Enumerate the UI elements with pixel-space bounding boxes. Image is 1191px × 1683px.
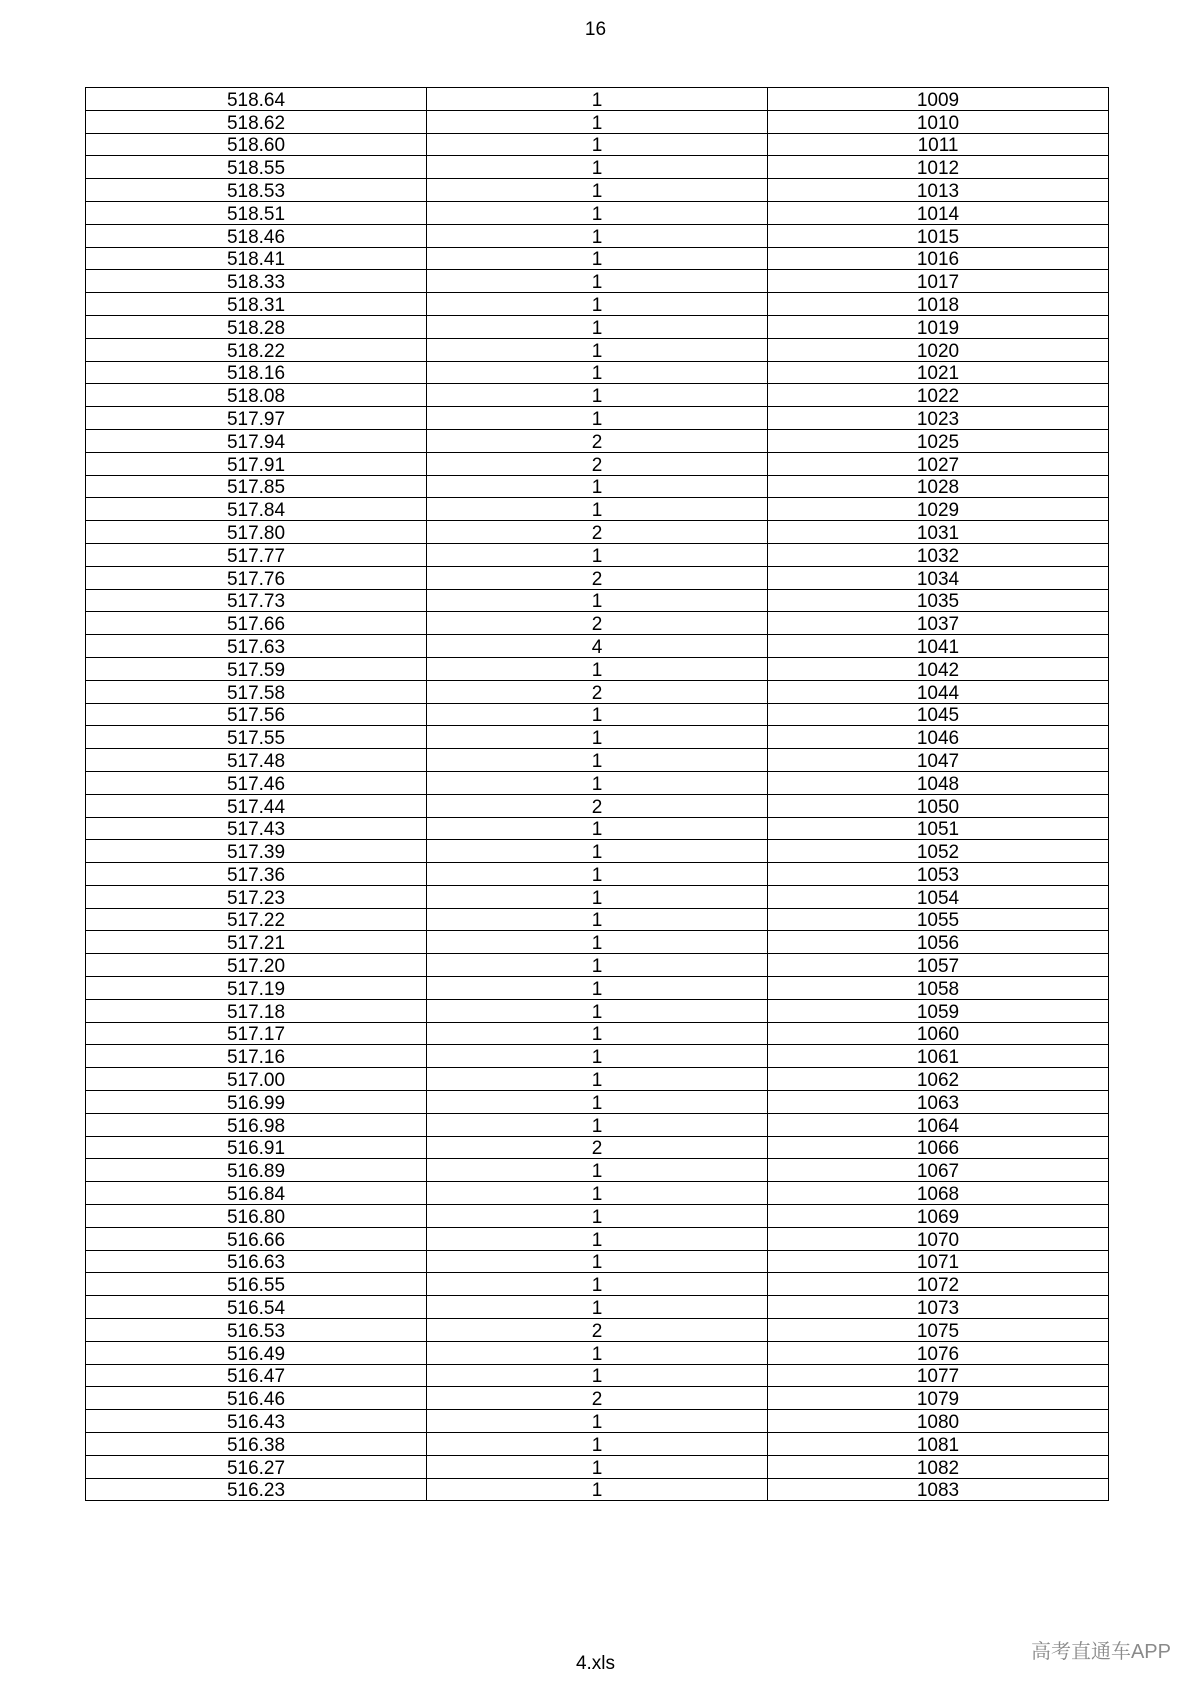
score-cell: 518.16 — [86, 361, 427, 384]
cumulative-cell: 1012 — [768, 156, 1109, 179]
table-row — [86, 1045, 1109, 1068]
table-row — [86, 680, 1109, 703]
count-cell: 1 — [427, 1227, 768, 1250]
cumulative-cell: 1011 — [768, 133, 1109, 156]
score-cell: 518.46 — [86, 224, 427, 247]
cumulative-cell: 1047 — [768, 749, 1109, 772]
count-cell: 1 — [427, 1364, 768, 1387]
count-cell: 1 — [427, 475, 768, 498]
cumulative-cell: 1052 — [768, 840, 1109, 863]
score-cell: 517.19 — [86, 977, 427, 1000]
cumulative-cell: 1021 — [768, 361, 1109, 384]
score-cell: 517.85 — [86, 475, 427, 498]
count-cell: 1 — [427, 908, 768, 931]
cumulative-cell: 1029 — [768, 498, 1109, 521]
cumulative-cell: 1079 — [768, 1387, 1109, 1410]
table-row — [86, 612, 1109, 635]
cumulative-cell: 1027 — [768, 452, 1109, 475]
table-row — [86, 179, 1109, 202]
table-row — [86, 429, 1109, 452]
score-cell: 518.60 — [86, 133, 427, 156]
score-cell: 517.66 — [86, 612, 427, 635]
count-cell: 2 — [427, 1319, 768, 1342]
count-cell: 1 — [427, 1250, 768, 1273]
cumulative-cell: 1056 — [768, 931, 1109, 954]
score-cell: 516.49 — [86, 1341, 427, 1364]
table-row — [86, 657, 1109, 680]
table-row — [86, 635, 1109, 658]
score-cell: 517.16 — [86, 1045, 427, 1068]
table-row — [86, 475, 1109, 498]
count-cell: 1 — [427, 1022, 768, 1045]
table-row — [86, 1387, 1109, 1410]
count-cell: 1 — [427, 726, 768, 749]
table-row — [86, 1410, 1109, 1433]
cumulative-cell: 1080 — [768, 1410, 1109, 1433]
score-cell: 517.63 — [86, 635, 427, 658]
score-cell: 518.41 — [86, 247, 427, 270]
cumulative-cell: 1031 — [768, 521, 1109, 544]
score-cell: 516.91 — [86, 1136, 427, 1159]
table-row — [86, 589, 1109, 612]
score-cell: 516.55 — [86, 1273, 427, 1296]
table-row — [86, 1113, 1109, 1136]
cumulative-cell: 1073 — [768, 1296, 1109, 1319]
cumulative-cell: 1022 — [768, 384, 1109, 407]
score-cell: 516.27 — [86, 1455, 427, 1478]
score-table-body — [86, 88, 1109, 1501]
count-cell: 2 — [427, 1387, 768, 1410]
score-cell: 517.48 — [86, 749, 427, 772]
cumulative-cell: 1068 — [768, 1182, 1109, 1205]
table-row — [86, 452, 1109, 475]
count-cell: 1 — [427, 589, 768, 612]
table-row — [86, 133, 1109, 156]
cumulative-cell: 1076 — [768, 1341, 1109, 1364]
count-cell: 1 — [427, 338, 768, 361]
score-cell: 516.23 — [86, 1478, 427, 1501]
table-row — [86, 817, 1109, 840]
score-cell: 516.43 — [86, 1410, 427, 1433]
table-row — [86, 749, 1109, 772]
score-cell: 517.97 — [86, 407, 427, 430]
score-cell: 516.99 — [86, 1091, 427, 1114]
score-cell: 517.91 — [86, 452, 427, 475]
cumulative-cell: 1028 — [768, 475, 1109, 498]
cumulative-cell: 1081 — [768, 1433, 1109, 1456]
cumulative-cell: 1067 — [768, 1159, 1109, 1182]
score-cell: 517.23 — [86, 885, 427, 908]
count-cell: 1 — [427, 885, 768, 908]
score-cell: 517.20 — [86, 954, 427, 977]
score-cell: 517.76 — [86, 566, 427, 589]
footer-filename: 4.xls — [575, 1653, 616, 1674]
count-cell: 2 — [427, 612, 768, 635]
table-row — [86, 840, 1109, 863]
cumulative-cell: 1023 — [768, 407, 1109, 430]
count-cell: 1 — [427, 977, 768, 1000]
count-cell: 1 — [427, 156, 768, 179]
table-row — [86, 1136, 1109, 1159]
cumulative-cell: 1025 — [768, 429, 1109, 452]
count-cell: 1 — [427, 1296, 768, 1319]
count-cell: 2 — [427, 566, 768, 589]
count-cell: 1 — [427, 1159, 768, 1182]
cumulative-cell: 1009 — [768, 88, 1109, 111]
count-cell: 1 — [427, 270, 768, 293]
count-cell: 1 — [427, 179, 768, 202]
cumulative-cell: 1072 — [768, 1273, 1109, 1296]
count-cell: 1 — [427, 1455, 768, 1478]
table-row — [86, 1068, 1109, 1091]
table-row — [86, 1205, 1109, 1228]
score-cell: 517.39 — [86, 840, 427, 863]
count-cell: 2 — [427, 1136, 768, 1159]
score-cell: 516.63 — [86, 1250, 427, 1273]
table-row — [86, 1433, 1109, 1456]
table-row — [86, 201, 1109, 224]
score-cell: 516.80 — [86, 1205, 427, 1228]
score-cell: 516.84 — [86, 1182, 427, 1205]
count-cell: 1 — [427, 88, 768, 111]
count-cell: 1 — [427, 657, 768, 680]
app-watermark: 高考直通车APP — [1030, 1641, 1171, 1663]
cumulative-cell: 1018 — [768, 293, 1109, 316]
table-row — [86, 247, 1109, 270]
cumulative-cell: 1059 — [768, 999, 1109, 1022]
table-row — [86, 1364, 1109, 1387]
score-cell: 517.17 — [86, 1022, 427, 1045]
score-cell: 517.80 — [86, 521, 427, 544]
cumulative-cell: 1042 — [768, 657, 1109, 680]
score-cell: 518.08 — [86, 384, 427, 407]
count-cell: 2 — [427, 452, 768, 475]
cumulative-cell: 1069 — [768, 1205, 1109, 1228]
score-cell: 516.47 — [86, 1364, 427, 1387]
cumulative-cell: 1064 — [768, 1113, 1109, 1136]
cumulative-cell: 1075 — [768, 1319, 1109, 1342]
count-cell: 1 — [427, 817, 768, 840]
score-cell: 517.84 — [86, 498, 427, 521]
score-cell: 517.77 — [86, 543, 427, 566]
table-row — [86, 338, 1109, 361]
table-row — [86, 999, 1109, 1022]
score-table — [85, 87, 1109, 1501]
cumulative-cell: 1063 — [768, 1091, 1109, 1114]
score-cell: 517.46 — [86, 771, 427, 794]
score-cell: 518.53 — [86, 179, 427, 202]
cumulative-cell: 1041 — [768, 635, 1109, 658]
cumulative-cell: 1020 — [768, 338, 1109, 361]
count-cell: 1 — [427, 1433, 768, 1456]
count-cell: 1 — [427, 361, 768, 384]
cumulative-cell: 1053 — [768, 863, 1109, 886]
cumulative-cell: 1032 — [768, 543, 1109, 566]
table-row — [86, 1159, 1109, 1182]
table-row — [86, 1319, 1109, 1342]
table-row — [86, 384, 1109, 407]
count-cell: 1 — [427, 840, 768, 863]
table-row — [86, 110, 1109, 133]
table-row — [86, 407, 1109, 430]
page-number: 16 — [584, 19, 607, 40]
count-cell: 1 — [427, 224, 768, 247]
score-cell: 518.33 — [86, 270, 427, 293]
score-cell: 518.55 — [86, 156, 427, 179]
score-cell: 517.56 — [86, 703, 427, 726]
count-cell: 1 — [427, 1410, 768, 1433]
count-cell: 2 — [427, 521, 768, 544]
table-row — [86, 1022, 1109, 1045]
count-cell: 4 — [427, 635, 768, 658]
count-cell: 1 — [427, 749, 768, 772]
score-cell: 517.58 — [86, 680, 427, 703]
score-cell: 517.59 — [86, 657, 427, 680]
count-cell: 1 — [427, 1113, 768, 1136]
score-table-container — [85, 87, 1109, 1501]
table-row — [86, 885, 1109, 908]
count-cell: 1 — [427, 315, 768, 338]
cumulative-cell: 1054 — [768, 885, 1109, 908]
count-cell: 1 — [427, 954, 768, 977]
cumulative-cell: 1082 — [768, 1455, 1109, 1478]
score-cell: 518.31 — [86, 293, 427, 316]
table-row — [86, 931, 1109, 954]
count-cell: 1 — [427, 543, 768, 566]
table-row — [86, 521, 1109, 544]
count-cell: 1 — [427, 1068, 768, 1091]
score-cell: 517.22 — [86, 908, 427, 931]
cumulative-cell: 1055 — [768, 908, 1109, 931]
table-row — [86, 1273, 1109, 1296]
count-cell: 1 — [427, 863, 768, 886]
score-cell: 516.53 — [86, 1319, 427, 1342]
score-cell: 517.00 — [86, 1068, 427, 1091]
cumulative-cell: 1062 — [768, 1068, 1109, 1091]
table-row — [86, 1478, 1109, 1501]
score-cell: 516.66 — [86, 1227, 427, 1250]
count-cell: 1 — [427, 133, 768, 156]
table-row — [86, 1341, 1109, 1364]
cumulative-cell: 1071 — [768, 1250, 1109, 1273]
cumulative-cell: 1019 — [768, 315, 1109, 338]
score-cell: 517.36 — [86, 863, 427, 886]
table-row — [86, 703, 1109, 726]
table-row — [86, 1455, 1109, 1478]
table-row — [86, 1091, 1109, 1114]
table-row — [86, 954, 1109, 977]
table-row — [86, 88, 1109, 111]
table-row — [86, 1250, 1109, 1273]
count-cell: 2 — [427, 680, 768, 703]
table-row — [86, 977, 1109, 1000]
count-cell: 1 — [427, 1045, 768, 1068]
score-cell: 517.18 — [86, 999, 427, 1022]
table-row — [86, 1182, 1109, 1205]
table-row — [86, 270, 1109, 293]
cumulative-cell: 1066 — [768, 1136, 1109, 1159]
table-row — [86, 156, 1109, 179]
table-row — [86, 908, 1109, 931]
cumulative-cell: 1070 — [768, 1227, 1109, 1250]
table-row — [86, 543, 1109, 566]
score-cell: 518.62 — [86, 110, 427, 133]
score-cell: 518.28 — [86, 315, 427, 338]
cumulative-cell: 1035 — [768, 589, 1109, 612]
cumulative-cell: 1046 — [768, 726, 1109, 749]
cumulative-cell: 1044 — [768, 680, 1109, 703]
score-cell: 517.73 — [86, 589, 427, 612]
table-row — [86, 224, 1109, 247]
count-cell: 2 — [427, 794, 768, 817]
score-cell: 516.89 — [86, 1159, 427, 1182]
count-cell: 2 — [427, 429, 768, 452]
table-row — [86, 566, 1109, 589]
count-cell: 1 — [427, 1205, 768, 1228]
cumulative-cell: 1014 — [768, 201, 1109, 224]
count-cell: 1 — [427, 771, 768, 794]
table-row — [86, 726, 1109, 749]
score-cell: 517.44 — [86, 794, 427, 817]
count-cell: 1 — [427, 999, 768, 1022]
score-cell: 518.51 — [86, 201, 427, 224]
count-cell: 1 — [427, 1182, 768, 1205]
cumulative-cell: 1045 — [768, 703, 1109, 726]
count-cell: 1 — [427, 384, 768, 407]
score-cell: 517.55 — [86, 726, 427, 749]
score-cell: 517.43 — [86, 817, 427, 840]
score-cell: 516.46 — [86, 1387, 427, 1410]
count-cell: 1 — [427, 1478, 768, 1501]
cumulative-cell: 1048 — [768, 771, 1109, 794]
score-cell: 516.38 — [86, 1433, 427, 1456]
table-row — [86, 863, 1109, 886]
cumulative-cell: 1058 — [768, 977, 1109, 1000]
cumulative-cell: 1050 — [768, 794, 1109, 817]
count-cell: 1 — [427, 1273, 768, 1296]
count-cell: 1 — [427, 1091, 768, 1114]
score-cell: 516.98 — [86, 1113, 427, 1136]
cumulative-cell: 1083 — [768, 1478, 1109, 1501]
count-cell: 1 — [427, 110, 768, 133]
table-row — [86, 498, 1109, 521]
score-cell: 517.21 — [86, 931, 427, 954]
table-row — [86, 771, 1109, 794]
count-cell: 1 — [427, 407, 768, 430]
cumulative-cell: 1034 — [768, 566, 1109, 589]
cumulative-cell: 1015 — [768, 224, 1109, 247]
count-cell: 1 — [427, 703, 768, 726]
table-row — [86, 1296, 1109, 1319]
score-cell: 517.94 — [86, 429, 427, 452]
count-cell: 1 — [427, 1341, 768, 1364]
table-row — [86, 1227, 1109, 1250]
cumulative-cell: 1057 — [768, 954, 1109, 977]
table-row — [86, 315, 1109, 338]
count-cell: 1 — [427, 293, 768, 316]
cumulative-cell: 1017 — [768, 270, 1109, 293]
cumulative-cell: 1013 — [768, 179, 1109, 202]
cumulative-cell: 1061 — [768, 1045, 1109, 1068]
count-cell: 1 — [427, 931, 768, 954]
table-row — [86, 794, 1109, 817]
cumulative-cell: 1077 — [768, 1364, 1109, 1387]
count-cell: 1 — [427, 201, 768, 224]
cumulative-cell: 1051 — [768, 817, 1109, 840]
cumulative-cell: 1037 — [768, 612, 1109, 635]
score-cell: 518.64 — [86, 88, 427, 111]
cumulative-cell: 1016 — [768, 247, 1109, 270]
table-row — [86, 293, 1109, 316]
cumulative-cell: 1060 — [768, 1022, 1109, 1045]
table-row — [86, 361, 1109, 384]
count-cell: 1 — [427, 498, 768, 521]
count-cell: 1 — [427, 247, 768, 270]
cumulative-cell: 1010 — [768, 110, 1109, 133]
score-cell: 516.54 — [86, 1296, 427, 1319]
score-cell: 518.22 — [86, 338, 427, 361]
